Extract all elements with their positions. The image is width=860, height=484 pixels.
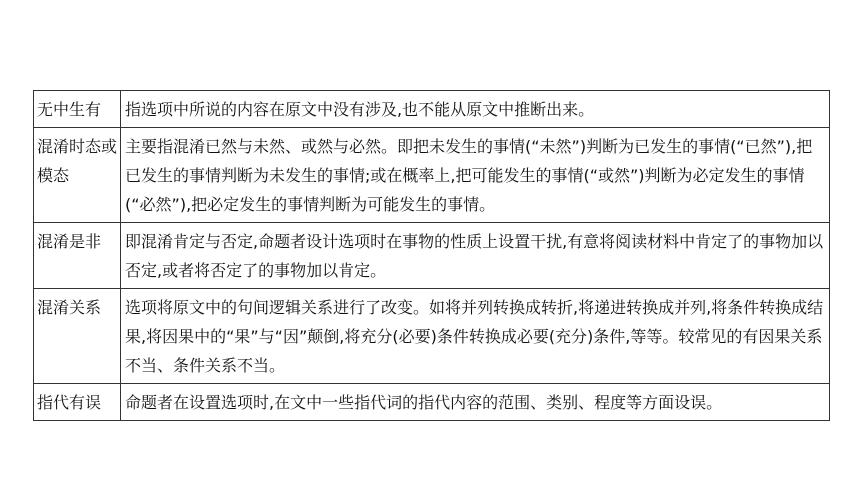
- term-cell: 混淆关系: [34, 289, 121, 384]
- definition-cell: 指选项中所说的内容在原文中没有涉及,也不能从原文中推断出来。: [121, 91, 830, 128]
- table-row: [34, 128, 830, 223]
- definition-cell: 主要指混淆已然与未然、或然与必然。即把未发生的事情(“未然”)判断为已发生的事情(“已然”),把已发生的事情判断为未发生的事情;或在概率上,把可能发生的事情(“或然”)判断为必定发生的事情(“必然”),把必定发生的事情判断为可能发生的事情。: [121, 128, 830, 223]
- term-cell: 无中生有: [34, 91, 121, 128]
- definition-cell: 命题者在设置选项时,在文中一些指代词的指代内容的范围、类别、程度等方面设误。: [121, 384, 830, 421]
- term-cell: 混淆是非: [34, 223, 121, 289]
- definition-cell: 选项将原文中的句间逻辑关系进行了改变。如将并列转换成转折,将递进转换成并列,将条件转换成结果,将因果中的“果”与“因”颠倒,将充分(必要)条件转换成必要(充分)条件,等等。较常见的有因果关系不当、条件关系不当。: [121, 289, 830, 384]
- table-row: [34, 289, 830, 384]
- definition-cell: 即混淆肯定与否定,命题者设计选项时在事物的性质上设置干扰,有意将阅读材料中肯定了的事物加以否定,或者将否定了的事物加以肯定。: [121, 223, 830, 289]
- error-types-table: [33, 90, 830, 421]
- table-row: [34, 384, 830, 421]
- term-cell: 混淆时态或模态: [34, 128, 121, 223]
- table-row: [34, 223, 830, 289]
- table-row: [34, 91, 830, 128]
- term-cell: 指代有误: [34, 384, 121, 421]
